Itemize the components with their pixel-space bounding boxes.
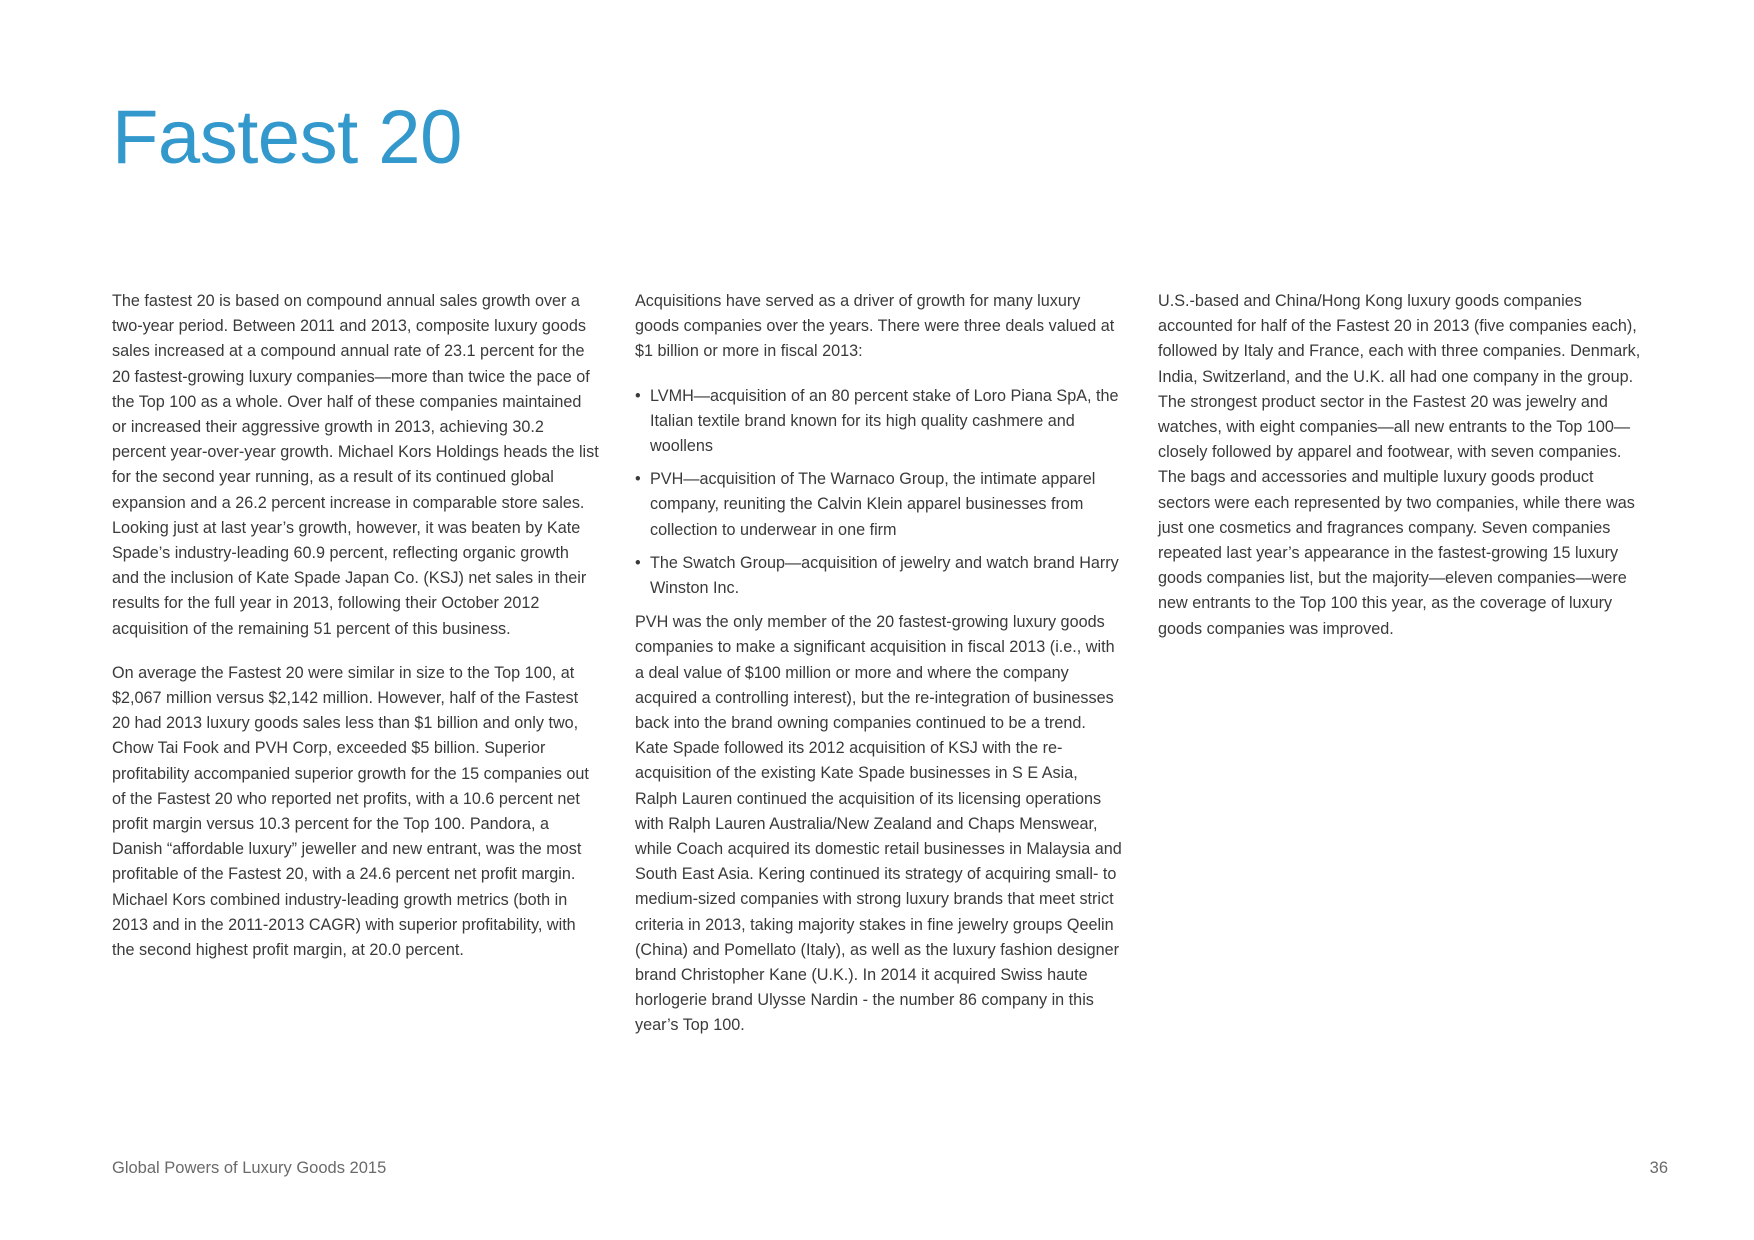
paragraph-geography-sectors: U.S.-based and China/Hong Kong luxury goods companies accounted for half of the Fastest 20 in 2013 (five companies each), followed by Italy and France, each with three companies. Denmark, India, Switzerland, and the U.K. all had one company in the group. The strongest product sector in the Fastest 20 was jewelry and watches, with eight companies—all new entrants to the Top 100—closely followed by apparel and footwear, with seven companies. The bags and accessories and multiple luxury goods product sectors were each represented by two companies, while there was just one cosmetics and fragrances company. Seven companies repeated last year’s appearance in the fastest-growing 15 luxury goods companies list, but the majority—eleven companies—were new entrants to the Top 100 this year, as the coverage of luxury goods companies was improved.: [1158, 292, 1641, 638]
acquisitions-bullet-list: [635, 384, 1123, 602]
page-number: 36: [1649, 1159, 1668, 1177]
bullet-item-lvmh: • LVMH—acquisition of an 80 percent stake of Loro Piana SpA, the Italian textile brand known for its high quality cashmere and woollens: [635, 384, 1123, 460]
paragraph-acquisitions-detail: PVH was the only member of the 20 fastest-growing luxury goods companies to make a significant acquisition in fiscal 2013 (i.e., with a deal value of $100 million or more and where the company acquired a controlling interest), but the re-integration of businesses back into the brand owning companies continued to be a trend. Kate Spade followed its 2012 acquisition of KSJ with the re-acquisition of the existing Kate Spade businesses in S E Asia, Ralph Lauren continued the acquisition of its licensing operations with Ralph Lauren Australia/New Zealand and Chaps Menswear, while Coach acquired its domestic retail businesses in Malaysia and South East Asia. Kering continued its strategy of acquiring small- to medium-sized companies with strong luxury brands that meet strict criteria in 2013, taking majority stakes in fine jewelry groups Qeelin (China) and Pomellato (Italy), as well as the luxury fashion designer brand Christopher Kane (U.K.). In 2014 it acquired Swiss haute horlogerie brand Ulysse Nardin - the number 86 company in this year’s Top 100.: [635, 613, 1122, 1035]
page-title: Fastest 20: [112, 95, 462, 180]
text-column-2: [635, 289, 1123, 1058]
bullet-item-pvh: • PVH—acquisition of The Warnaco Group, the intimate apparel company, reuniting the Calvin Klein apparel businesses from collection to underwear in one firm: [635, 467, 1123, 543]
paragraph-fastest-20-growth: The fastest 20 is based on compound annual sales growth over a two-year period. Between 2011 and 2013, composite luxury goods sales increased at a compound annual rate of 23.1 percent for the 20 fastest-growing luxury companies—more than twice the pace of the Top 100 as a whole. Over half of these companies maintained or increased their aggressive growth in 2013, achieving 30.2 percent year-over-year growth. Michael Kors Holdings heads the list for the second year running, as a result of its continued global expansion and a 26.2 percent increase in comparable store sales. Looking just at last year’s growth, however, it was beaten by Kate Spade’s industry-leading 60.9 percent, reflecting organic growth and the inclusion of Kate Spade Japan Co. (KSJ) net sales in their results for the full year in 2013, following their October 2012 acquisition of the remaining 51 percent of this business.: [112, 292, 599, 638]
paragraph-acquisitions-intro: Acquisitions have served as a driver of growth for many luxury goods companies over the years. There were three deals valued at $1 billion or more in fiscal 2013:: [635, 292, 1115, 361]
text-column-3: [1158, 289, 1648, 661]
text-column-1: [112, 289, 600, 982]
footer-publication-title: Global Powers of Luxury Goods 2015: [112, 1159, 387, 1177]
bullet-item-swatch: • The Swatch Group—acquisition of jewelry and watch brand Harry Winston Inc.: [635, 551, 1123, 601]
paragraph-fastest-20-size: On average the Fastest 20 were similar in size to the Top 100, at $2,067 million versus $2,142 million. However, half of the Fastest 20 had 2013 luxury goods sales less than $1 billion and only two, Chow Tai Fook and PVH Corp, exceeded $5 billion. Superior profitability accompanied superior growth for the 15 companies out of the Fastest 20 who reported net profits, with a 10.6 percent net profit margin versus 10.3 percent for the Top 100. Pandora, a Danish “affordable luxury” jeweller and new entrant, was the most profitable of the Fastest 20, with a 24.6 percent net profit margin. Michael Kors combined industry-leading growth metrics (both in 2013 and in the 2011-2013 CAGR) with superior profitability, with the second highest profit margin, at 20.0 percent.: [112, 663, 589, 960]
